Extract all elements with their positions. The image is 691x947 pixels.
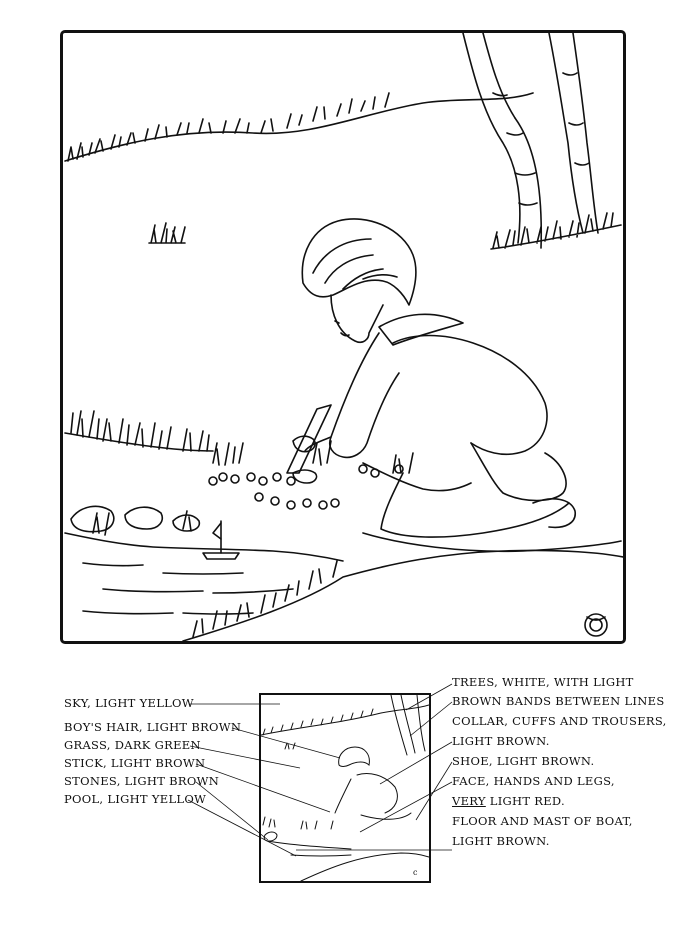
leader-trees-2	[410, 702, 452, 736]
leader-hair	[232, 728, 340, 758]
legend-shoe: SHOE, LIGHT BROWN.	[452, 754, 595, 768]
thumbnail-mark: c	[413, 868, 418, 877]
legend-very-emphasis: VERY	[452, 794, 486, 808]
legend-pool: POOL, LIGHT YELLOW	[64, 792, 207, 806]
leader-shoe	[416, 762, 452, 820]
legend-sky: SKY, LIGHT YELLOW	[64, 696, 194, 710]
legend-floor-1: FLOOR AND MAST OF BOAT,	[452, 814, 633, 828]
leader-collar	[380, 742, 452, 784]
leader-pool	[188, 800, 296, 856]
legend-grass: GRASS, DARK GREEN	[64, 738, 201, 752]
legend-collar-1: COLLAR, CUFFS AND TROUSERS,	[452, 714, 667, 728]
leader-stick	[196, 764, 330, 812]
legend-trees-2: BROWN BANDS BETWEEN LINES	[452, 694, 665, 708]
leader-face	[360, 782, 452, 832]
leader-trees	[406, 684, 452, 710]
legend-light-red: LIGHT RED.	[485, 794, 565, 808]
leader-grass	[190, 746, 300, 768]
leader-stones	[196, 782, 268, 840]
legend-collar-2: LIGHT BROWN.	[452, 734, 550, 748]
legend-trees-1: TREES, WHITE, WITH LIGHT	[452, 675, 634, 689]
legend-stones: STONES, LIGHT BROWN	[64, 774, 220, 788]
legend-boys-hair: BOY'S HAIR, LIGHT BROWN	[64, 720, 242, 734]
legend-stick: STICK, LIGHT BROWN	[64, 756, 206, 770]
legend-floor-2: LIGHT BROWN.	[452, 834, 550, 848]
legend-face-1: FACE, HANDS AND LEGS,	[452, 774, 615, 788]
